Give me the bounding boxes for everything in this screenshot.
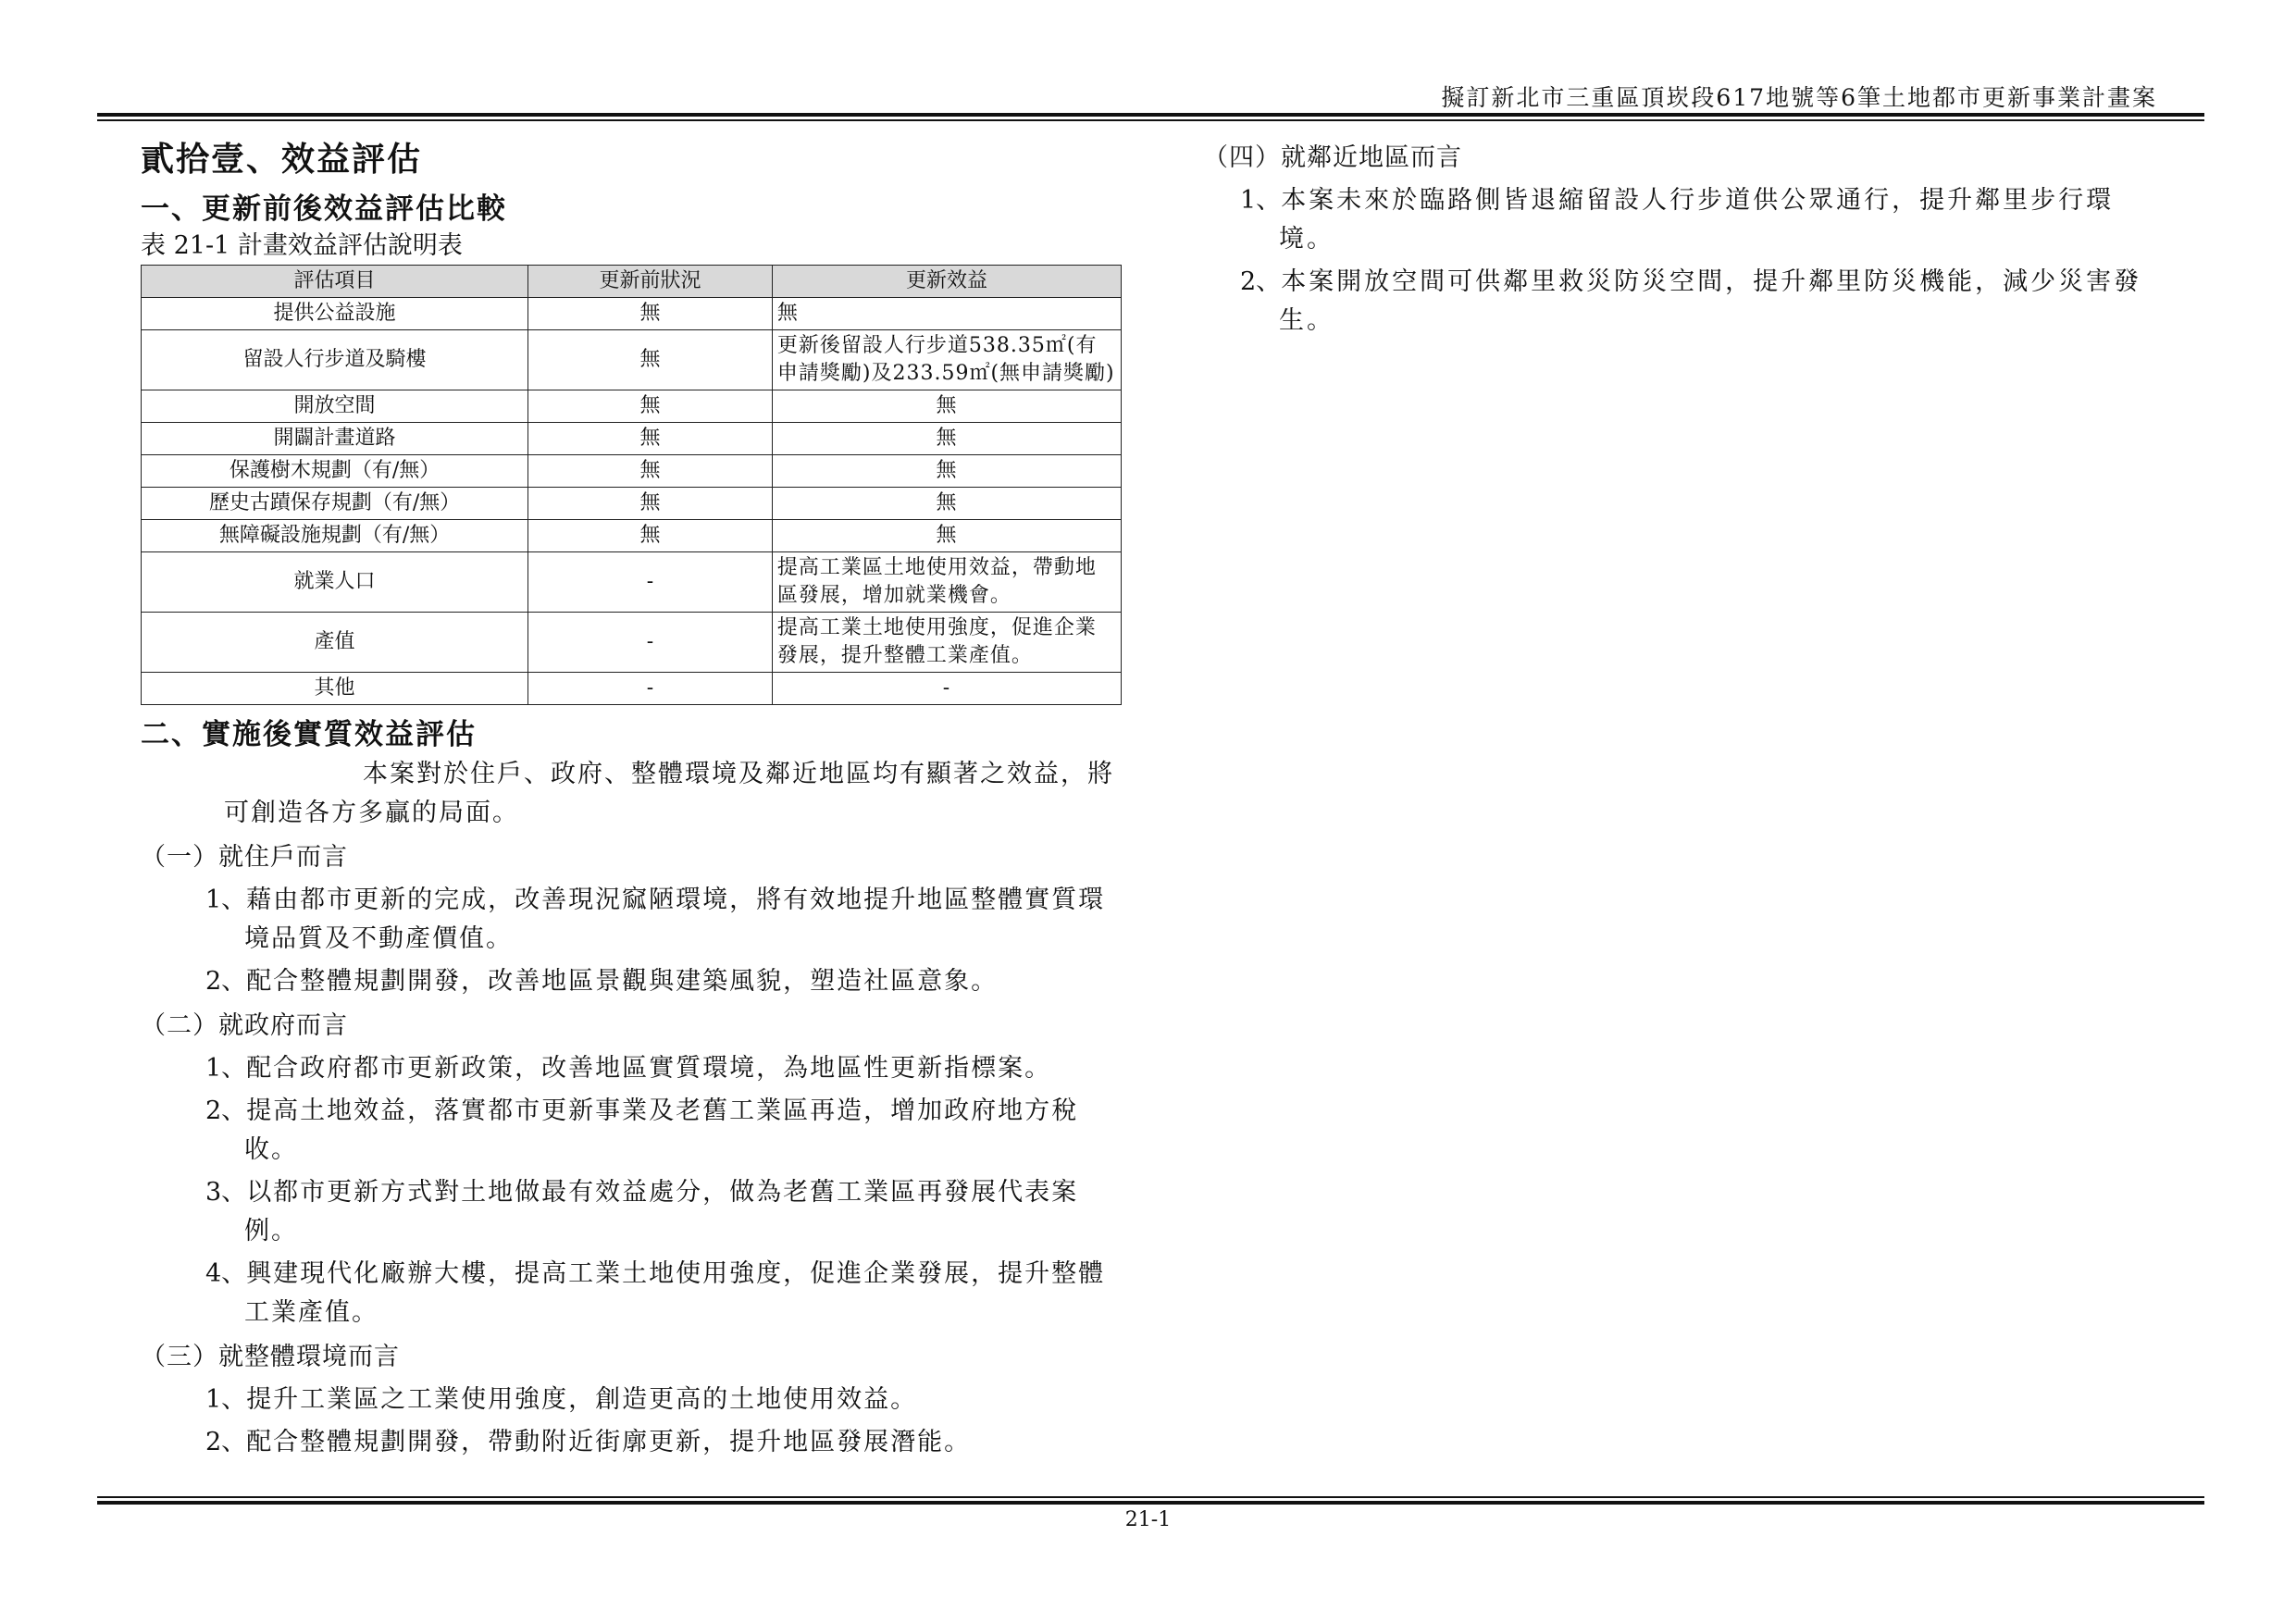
column-header-before: 更新前狀況 [528,266,773,298]
item-number: 1、 [205,886,247,914]
item-number: 2、 [205,967,247,996]
chapter-title: 貳拾壹、效益評估 [141,140,423,179]
cell-benefit: 無 [772,455,1121,488]
list-item [1203,263,2156,341]
cell-benefit: 更新後留設人行步道538.35㎡(有申請獎勵)及233.59㎡(無申請獎勵) [772,330,1121,390]
section1-title: 一、更新前後效益評估比較 [141,192,507,226]
cell-before: - [528,613,773,673]
cell-before: 無 [528,520,773,552]
item-text: 興建現代化廠辦大樓，提高工業土地使用強度，促進企業發展，提升整體工業產值。 [244,1259,1106,1327]
table-row [142,552,1122,613]
header-rule-thin [97,119,2204,121]
left-column [141,139,1122,1462]
item-number: 4、 [205,1259,247,1288]
footer-rule-thick [97,1501,2204,1505]
cell-benefit: 提高工業區土地使用效益，帶動地區發展，增加就業機會。 [772,552,1121,613]
item-text: 配合整體規劃開發，帶動附近街廓更新，提升地區發展潛能。 [246,1428,972,1456]
cell-item: 無障礙設施規劃（有/無） [142,520,528,552]
item-text: 提升工業區之工業使用強度，創造更高的土地使用效益。 [246,1385,918,1414]
section2-title: 二、實施後實質效益評估 [141,718,477,751]
page-number: 21-1 [1124,1508,1172,1531]
cell-benefit: - [772,673,1121,705]
cell-before: 無 [528,298,773,330]
cell-benefit: 無 [772,298,1121,330]
item-number: 2、 [205,1428,247,1456]
cell-item: 留設人行步道及騎樓 [142,330,528,390]
list-item [1203,181,2156,259]
item-text: 本案開放空間可供鄰里救災防災空間，提升鄰里防災機能，減少災害發生。 [1279,267,2142,335]
column-header-benefit: 更新效益 [772,266,1121,298]
right-column [1203,139,2156,341]
table-row [142,298,1122,330]
section2-intro: 本案對於住戶、政府、整體環境及鄰近地區均有顯著之效益，將可創造各方多贏的局面。 [224,760,1114,827]
table-row [142,520,1122,552]
cell-item: 提供公益設施 [142,298,528,330]
header-rule-thick [97,113,2204,117]
column-header-item: 評估項目 [142,266,528,298]
cell-benefit: 無 [772,488,1121,520]
subsection-neighborhood-heading: （四）就鄰近地區而言 [1203,143,1462,172]
table-row [142,423,1122,455]
item-text: 配合政府都市更新政策，改善地區實質環境，為地區性更新指標案。 [246,1054,1052,1083]
section2 [141,716,1122,1462]
item-text: 藉由都市更新的完成，改善現況窳陋環境，將有效地提升地區整體實質環境品質及不動產價值。 [244,886,1106,953]
list-item [141,1049,1122,1088]
cell-item: 產值 [142,613,528,673]
cell-before: - [528,552,773,613]
table-row [142,390,1122,423]
item-number: 3、 [205,1178,247,1207]
list-item [141,1092,1122,1170]
item-number: 2、 [205,1096,247,1125]
cell-before: - [528,673,773,705]
item-number: 1、 [205,1054,247,1083]
subsection-environment-heading: （三）就整體環境而言 [141,1343,400,1371]
cell-item: 歷史古蹟保存規劃（有/無） [142,488,528,520]
list-item [141,1423,1122,1462]
document-header: 擬訂新北市三重區頂崁段617地號等6筆土地都市更新事業計畫案 [1441,84,2157,111]
table-caption: 表 21-1 計畫效益評估說明表 [141,231,463,260]
subsection-residents-heading: （一）就住戶而言 [141,843,348,872]
item-number: 1、 [1240,186,1282,215]
cell-item: 保護樹木規劃（有/無） [142,455,528,488]
table-row [142,613,1122,673]
item-text: 以都市更新方式對土地做最有效益處分，做為老舊工業區再發展代表案例。 [244,1178,1079,1245]
item-number: 1、 [205,1385,247,1414]
cell-before: 無 [528,390,773,423]
table-header-row [142,266,1122,298]
table-row [142,673,1122,705]
subsection-government-heading: （二）就政府而言 [141,1011,348,1040]
list-item [141,962,1122,1001]
cell-item: 就業人口 [142,552,528,613]
item-text: 本案未來於臨路側皆退縮留設人行步道供公眾通行，提升鄰里步行環境。 [1279,186,2115,254]
table-row [142,455,1122,488]
footer-rule-thin [97,1496,2204,1498]
cell-before: 無 [528,488,773,520]
cell-before: 無 [528,423,773,455]
cell-before: 無 [528,330,773,390]
table-row [142,488,1122,520]
item-text: 提高土地效益，落實都市更新事業及老舊工業區再造，增加政府地方稅收。 [244,1096,1079,1164]
cell-item: 其他 [142,673,528,705]
benefit-evaluation-table [141,265,1122,705]
cell-benefit: 無 [772,390,1121,423]
cell-benefit: 無 [772,520,1121,552]
cell-before: 無 [528,455,773,488]
list-item [141,1381,1122,1419]
item-number: 2、 [1240,267,1282,296]
item-text: 配合整體規劃開發，改善地區景觀與建築風貌，塑造社區意象。 [246,967,999,996]
list-item [141,1173,1122,1251]
cell-item: 開放空間 [142,390,528,423]
cell-benefit: 提高工業土地使用強度，促進企業發展，提升整體工業產值。 [772,613,1121,673]
cell-item: 開闢計畫道路 [142,423,528,455]
cell-benefit: 無 [772,423,1121,455]
list-item [141,881,1122,959]
list-item [141,1255,1122,1332]
table-row [142,330,1122,390]
